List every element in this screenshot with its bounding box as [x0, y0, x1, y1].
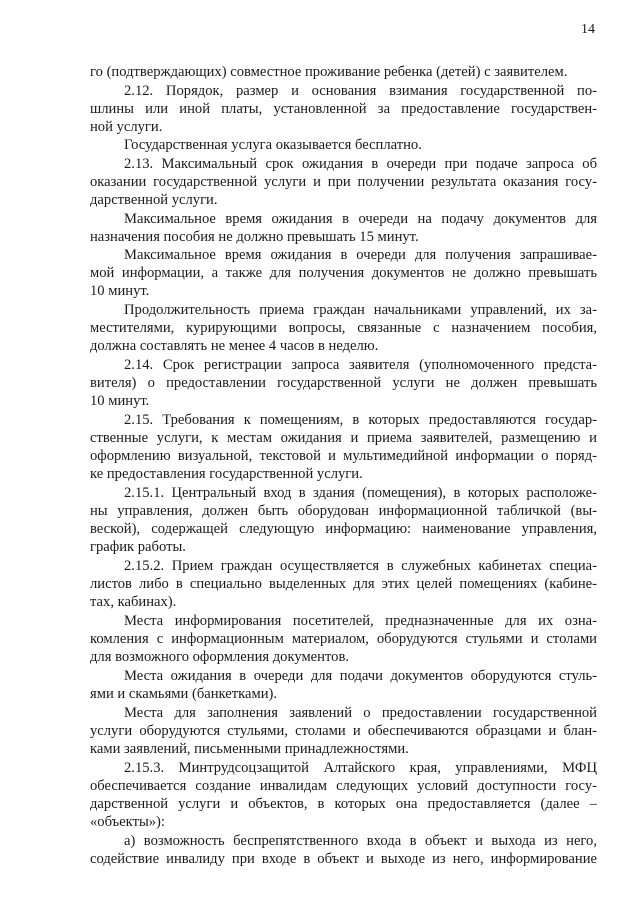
text-line: 2.15.2. Прием граждан осуществляется в служебных кабинетах специа- — [124, 558, 597, 574]
text-line: а) возможность беспрепятственного входа в объект и выхода из него, — [124, 833, 597, 849]
text-line: Государственная услуга оказывается бесплатно. — [124, 137, 422, 153]
text-line: вителя) о предоставлении государственной услуги не должен превышать — [90, 375, 597, 391]
text-line: шлины или иной платы, установленной за предоставление государствен- — [90, 101, 597, 117]
text-line: тах, кабинах). — [90, 594, 177, 610]
text-line: комления с информационным материалом, оборудуются стульями и столами — [90, 631, 597, 647]
text-line: 2.15.3. Минтрудсоцзащитой Алтайского края, управлениями, МФЦ — [124, 760, 597, 776]
text-line: назначения пособия не должно превышать 15 минут. — [90, 229, 419, 245]
page-number: 14 — [581, 22, 595, 37]
text-line: Места информирования посетителей, предназначенные для их озна- — [124, 613, 597, 629]
text-line: должна составлять не менее 4 часов в неделю. — [90, 338, 379, 354]
text-line: Продолжительность приема граждан начальниками управлений, их за- — [124, 302, 597, 318]
text-line: оформлению визуальной, текстовой и мультимедийной информации о поряд- — [90, 448, 597, 464]
text-line: график работы. — [90, 539, 186, 555]
text-line: местителями, курирующими вопросы, связанные с назначением пособия, — [90, 320, 597, 336]
text-line: мой информации, а также для получения документов не должно превышать — [90, 265, 597, 281]
text-line: 2.15.1. Центральный вход в здания (помещения), в которых расположе- — [124, 485, 597, 501]
text-line: 10 минут. — [90, 283, 150, 299]
text-line: для возможного оформления документов. — [90, 649, 349, 665]
text-line: ками заявлений, письменными принадлежностями. — [90, 741, 409, 757]
text-line: 2.14. Срок регистрации запроса заявителя (уполномоченного предста- — [124, 357, 597, 373]
text-line: 2.12. Порядок, размер и основания взимания государственной по- — [124, 83, 597, 99]
text-line: 2.13. Максимальный срок ожидания в очереди при подаче запроса об — [124, 156, 597, 172]
text-line: услуги оборудуются стульями, столами и обеспечиваются образцами и блан- — [90, 723, 597, 739]
text-line: Места ожидания в очереди для подачи документов оборудуются стуль- — [124, 668, 597, 684]
text-line: 2.15. Требования к помещениям, в которых предоставляются государ- — [124, 412, 597, 428]
text-line: го (подтверждающих) совместное проживание ребенка (детей) с заявителем. — [90, 64, 568, 80]
text-line: ке предоставления государственной услуги. — [90, 466, 363, 482]
text-line: «объекты»): — [90, 814, 165, 830]
text-line: обеспечивается создание инвалидам следующих условий доступности госу- — [90, 778, 597, 794]
text-line: ственные услуги, к местам ожидания и приема заявителей, размещению и — [90, 430, 597, 446]
text-line: Места для заполнения заявлений о предоставлении государственной — [124, 705, 597, 721]
text-line: ной услуги. — [90, 119, 163, 135]
text-line: 10 минут. — [90, 393, 150, 409]
text-line: ны управления, должен быть оборудован информационной табличкой (вы- — [90, 503, 597, 519]
text-line: Максимальное время ожидания в очереди для получения запрашивае- — [124, 247, 597, 263]
text-line: дарственной услуги и объектов, в которых она предоставляется (далее – — [90, 796, 597, 812]
text-line: веской), содержащей следующую информацию: наименование управления, — [90, 521, 597, 537]
text-line: Максимальное время ожидания в очереди на подачу документов для — [124, 211, 597, 227]
text-line: содействие инвалиду при входе в объект и выходе из него, информирование — [90, 851, 597, 867]
text-line: ями и скамьями (банкетками). — [90, 686, 278, 702]
text-line: дарственной услуги. — [90, 192, 218, 208]
text-line: оказании государственной услуги и при получении результата оказания госу- — [90, 174, 597, 190]
text-line: листов либо в специально выделенных для этих целей помещениях (кабине- — [90, 576, 597, 592]
